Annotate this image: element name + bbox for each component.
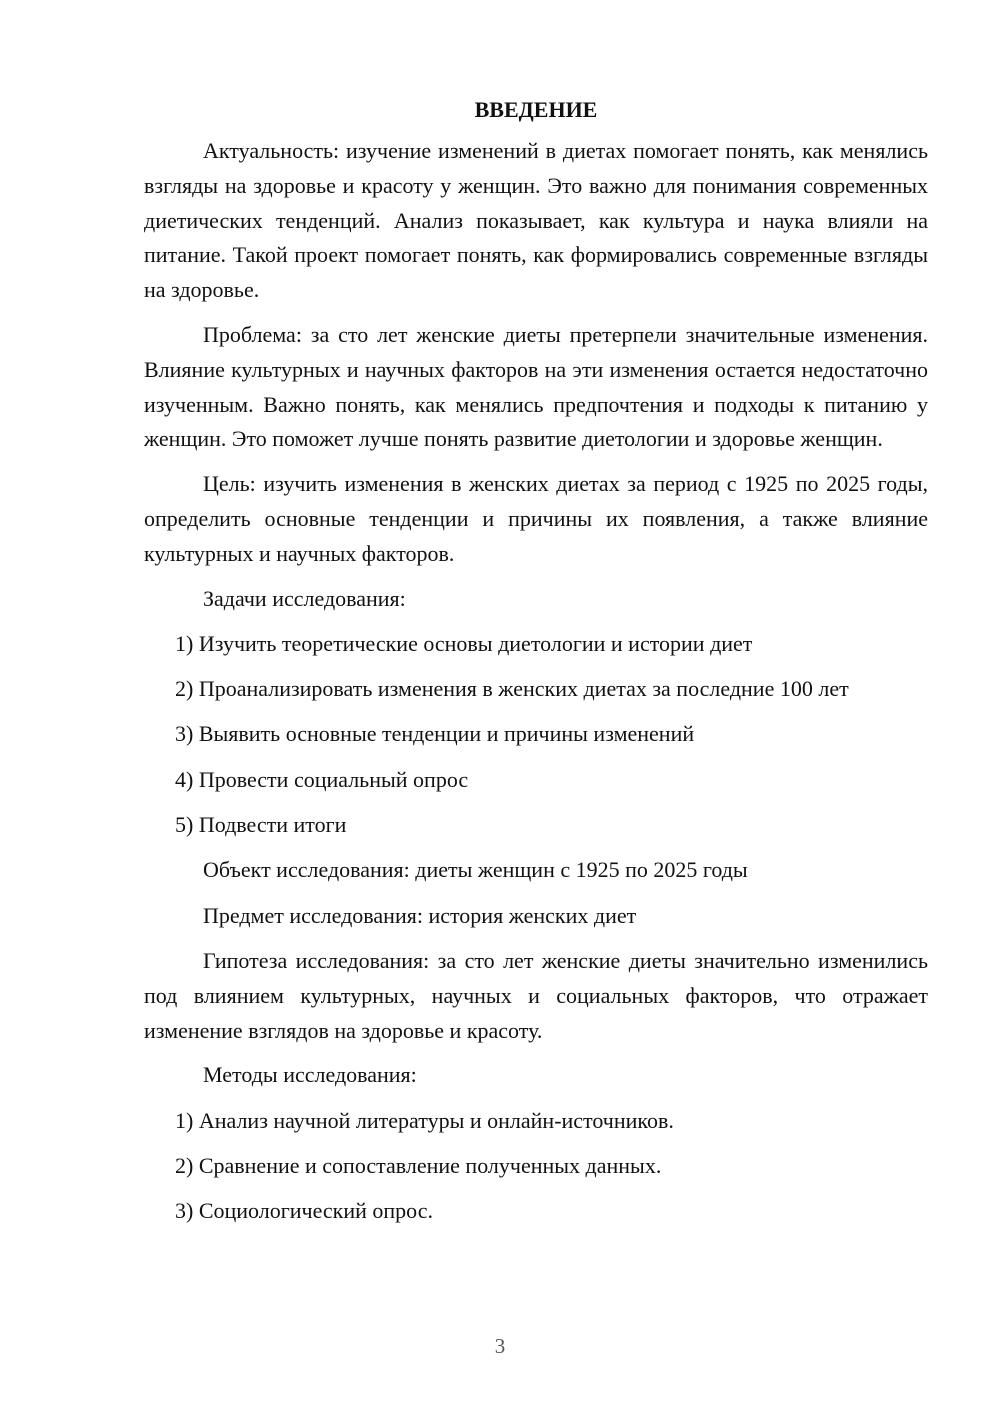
list-item: 3) Социологический опрос. xyxy=(175,1198,433,1224)
problem-paragraph: Проблема: за сто лет женские диеты претерпели значительные изменения. Влияние культурных и научных факторов на эти изменения остается недостаточно изученным. Важно понять, как менялись предпочтения и подходы к питанию у женщин. Это поможет лучше понять развитие диетологии и здоровье женщин. xyxy=(144,321,928,452)
list-item: 2) Проанализировать изменения в женских диетах за последние 100 лет xyxy=(175,676,849,702)
document-page xyxy=(144,96,928,1240)
list-item: 2) Сравнение и сопоставление полученных данных. xyxy=(175,1152,662,1178)
methods-list xyxy=(144,1104,928,1229)
list-item: 4) Провести социальный опрос xyxy=(175,766,469,792)
page-title: ВВЕДЕНИЕ xyxy=(474,97,598,122)
hypothesis-paragraph: Гипотеза исследования: за сто лет женские диеты значительно изменились под влиянием культурных, научных и социальных факторов, что отражает изменение взглядов на здоровье и красоту. xyxy=(144,947,928,1043)
methods-heading: Методы исследования: xyxy=(203,1062,417,1088)
list-item: 3) Выявить основные тенденции и причины изменений xyxy=(175,721,695,747)
tasks-list xyxy=(144,627,928,843)
research-subject: Предмет исследования: история женских диет xyxy=(203,902,637,928)
list-item: 5) Подвести итоги xyxy=(175,812,347,838)
research-object: Объект исследования: диеты женщин с 1925 по 2025 годы xyxy=(203,857,748,883)
list-item: 1) Анализ научной литературы и онлайн-источников. xyxy=(175,1107,674,1133)
list-item: 1) Изучить теоретические основы диетологии и истории диет xyxy=(175,630,753,656)
tasks-heading: Задачи исследования: xyxy=(203,585,406,611)
page-number: 3 xyxy=(494,1334,506,1358)
relevance-paragraph: Актуальность: изучение изменений в диетах помогает понять, как менялись взгляды на здоровье и красоту у женщин. Это важно для понимания современных диетических тенденций. Анализ показывает, как культура и наука влияли на питание. Такой проект помогает понять, как формировались современные взгляды на здоровье. xyxy=(144,138,928,303)
goal-paragraph: Цель: изучить изменения в женских диетах за период с 1925 по 2025 годы, определить основные тенденции и причины их появления, а также влияние культурных и научных факторов. xyxy=(144,471,928,566)
